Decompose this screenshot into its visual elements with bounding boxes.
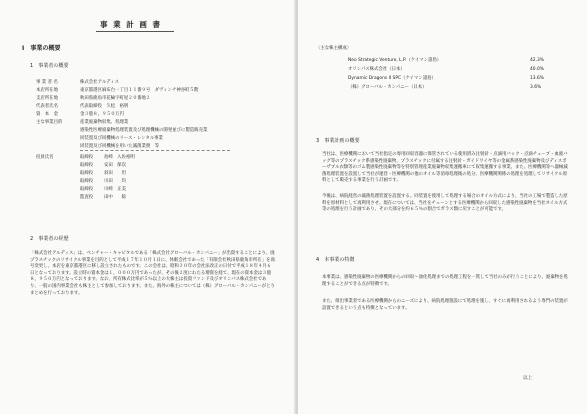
officer-role: 取締役 — [80, 155, 94, 160]
shareholder-name: オリンパス株式会社（日本） — [348, 67, 405, 72]
subsection-heading-plan: 3 事業計画の概要 — [316, 138, 360, 144]
section-heading-1: I 事業の概要 — [22, 45, 61, 52]
plan-paragraph: 今後は、病院経営の滅菌処理装置を設置する。同装置を使用して処理する場合のオイル方式により、当社の工場で製造した原料を原材料として再利用させ、現在については、当社をチェーンとする医療機関から回収した感染性廃棄物を当社オイル方式等の処理を行う計画であり、その大部分を約６５％の割合でガラス類に戻すことが可能です。 — [322, 194, 568, 213]
profile-label: 代表者氏名 — [36, 104, 58, 109]
profile-label: 支店所在地 — [36, 96, 58, 101]
shareholders-label: 〈主な株主構成〉 — [316, 46, 352, 51]
subsection-heading-history: 2 事業者の経歴 — [30, 236, 69, 242]
history-paragraph: 「株式会社アルディス」は、ベンチャー・キャピタルである「株式会社グローバル・カンパニー」が出資することにより、廃プラスチックのリサイクル事業を目的として平成１７年１０月１日に、休眠会社であった「有限会社秋田県鹿角市所在」を商号変更し、本店を東京都港区に移し設立されたものです。この会社は、昭和３０年の会社法改正の日付で平成１８年４月６日となっております。設立時の資本金は１，０００万円であったが、その後２度にわたる増資を経て、現在の資本金は３億８，９５０万円となっております。なお、所有株式比率が５％以上の大株主は投資ファンド及びオリンパス株式会社であり、一般の国内事業会社も株主として参加しております。また、海外の株主については（株）グローバル・カンパニーがとりまとめを行っております。 — [30, 251, 275, 296]
officer-name: 川崎 正美 — [104, 187, 126, 192]
purpose-divider — [80, 150, 230, 151]
officer-name: 島崎 入佐裕明 — [104, 155, 135, 160]
profile-label: 本店所在地 — [36, 88, 58, 93]
subsection-heading-company: 1 事業者の概要 — [30, 63, 69, 69]
officer-name: 安田 保次 — [104, 163, 126, 168]
shareholder-percent: 13.6% — [530, 76, 544, 81]
profile-label: 資 本 金 — [36, 112, 58, 117]
profile-label: 事 業 者 名 — [36, 80, 58, 85]
profile-value: 産業廃棄物収集、処理業 — [80, 120, 129, 125]
right-page — [298, 0, 587, 414]
shareholder-name: Neo Strategic Venture, L.P.（ケイマン諸島） — [348, 58, 442, 63]
profile-label: 主な事業目的 — [36, 120, 63, 125]
profile-value: 東京都港区麻布台一丁目１１番９号 ダヴィンチ神谷町５階 — [80, 88, 199, 93]
end-mark: 以上 — [523, 376, 533, 381]
purpose-line: 同装置及び同機械のリース・レンタル事業 — [80, 136, 163, 141]
features-paragraph: 本事業は、感染性廃棄物の医療機関からの回収～油化処理までの処理工程を一貫して当社のみが行うことにより、廃棄物を処理することができる点が特徴です。 — [322, 275, 568, 287]
profile-value: 金３億８，９５０万円 — [80, 112, 124, 117]
shareholder-percent: 40.0% — [530, 67, 544, 72]
title-underline — [96, 31, 174, 32]
shareholder-name: Dynamic Dragons II SPC（ケイマン諸島） — [348, 76, 436, 81]
subsection-heading-features: 4 本事業の特徴 — [316, 257, 355, 263]
profile-value: 株式会社アルディス — [80, 80, 119, 85]
plan-paragraph: 当社は、医療機関において当社指定の専用回収容器に保管されている使用済み注射針・点滴用バック・点滴チューブ・血液バッグ等のプラスチック系感染性廃棄物、プラスチックに付属する注射針・ガイドワイヤ等の金属系感染性廃棄物及びディスポーザブル衣類等のゴム製感染性廃棄物等を特別管理産業廃棄物収集運搬車にて収集運搬する事業、また、医療機関等へ器械滅菌処理装置を設置して当社が運営・医療機関の他のオイル等消毒処理後の処分、医療機関関係の処理を処理してリサイクル原料として販売する事業を行う計画です。 — [322, 152, 568, 184]
shareholder-percent: 42.3% — [530, 58, 544, 63]
officer-name: 川田 均 — [104, 179, 126, 184]
officer-name: 田中 稔 — [104, 195, 126, 200]
profile-value: 代表取締役 久松 裕明 — [80, 104, 129, 109]
shareholder-percent: 3.6% — [530, 85, 542, 90]
features-paragraph: また、排出事業者である医療機関からのニーズにより、病院処理施設にて処理を施し、すぐに再利用されるよう専門の装置が設置できるという点も特徴となっています。 — [322, 299, 568, 311]
document-title: 事 業 計 画 書 — [100, 20, 162, 29]
officer-role: 取締役 — [80, 171, 94, 176]
officer-role: 取締役 — [80, 179, 94, 184]
officer-name: 羽田 坦 — [104, 171, 126, 176]
profile-value: 秋田県鹿角市花輪字町屋２０番地２ — [80, 96, 151, 101]
officers-label: 役員氏名 — [36, 155, 54, 160]
officer-role: 取締役 — [80, 187, 94, 192]
shareholder-name: （株）グローバル・カンパニー（日本） — [348, 85, 427, 90]
purpose-line: 同装置及び同機械を用いた滅菌業務 等 — [80, 144, 160, 149]
officer-role: 取締役 — [80, 163, 94, 168]
officer-role: 監査役 — [80, 195, 94, 200]
purpose-line: 感染性医療廃棄物処理装置及び処理機械の開発並びに製造販売業 — [80, 128, 208, 133]
